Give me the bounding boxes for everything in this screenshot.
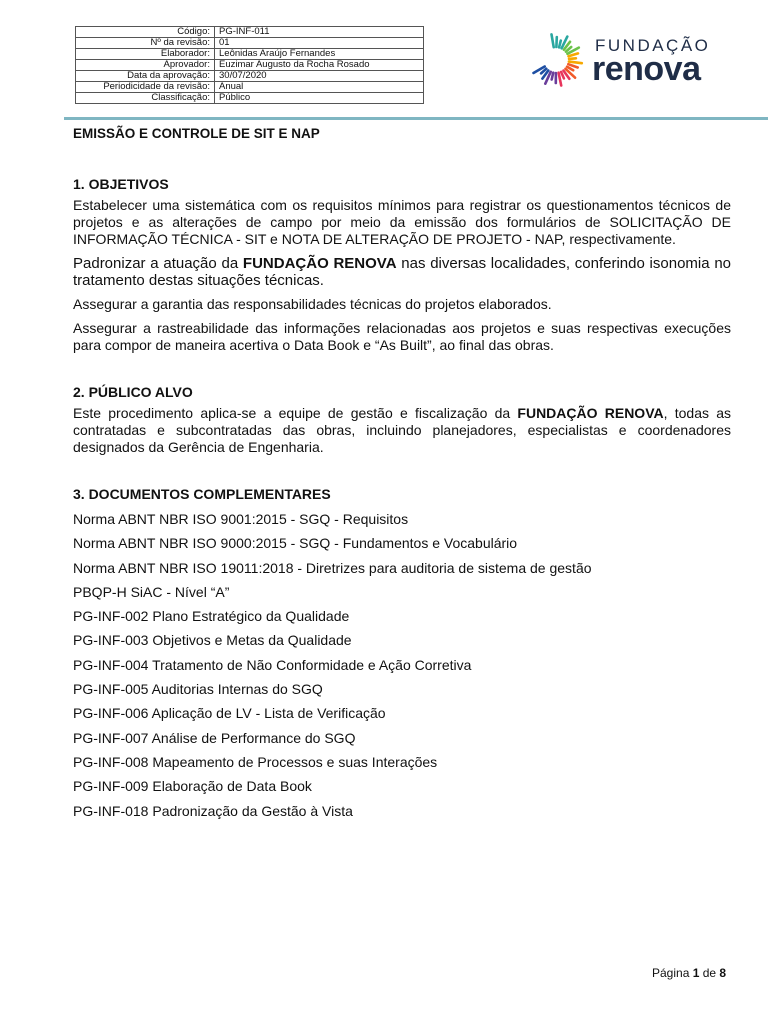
metadata-row — [76, 38, 424, 49]
metadata-value: PG-INF-011 — [215, 27, 424, 38]
paragraph: Padronizar a atuação da FUNDAÇÃO RENOVA nas diversas localidades, conferindo isonomia no tratamento destas situações técnicas. — [73, 255, 731, 289]
metadata-row — [76, 82, 424, 93]
metadata-key: Código: — [76, 27, 215, 38]
metadata-key: Nº da revisão: — [76, 38, 215, 49]
metadata-value: 30/07/2020 — [215, 71, 424, 82]
paragraph: Este procedimento aplica-se a equipe de gestão e fiscalização da FUNDAÇÃO RENOVA, todas as contratadas e subcontratadas das obras, incluindo planejadores, especialistas e coordenadores designados da Gerência de Engenharia. — [73, 405, 732, 455]
logo-text-top: FUNDAÇÃO — [595, 36, 711, 55]
metadata-value: Público — [215, 93, 424, 104]
document-body — [73, 120, 731, 823]
document-metadata-table — [75, 26, 424, 104]
logo-ray — [569, 58, 576, 59]
metadata-row — [76, 71, 424, 82]
logo-text-bottom: renova — [592, 50, 701, 88]
paragraph: Assegurar a rastreabilidade das informações relacionadas aos projetos e suas respectivas execuções para compor de maneira acertiva o Data Book e “As Built”, ao final das obras. — [73, 320, 731, 353]
section-heading-documentos: 3. DOCUMENTOS COMPLEMENTARES — [73, 486, 331, 502]
reference-item: PG-INF-002 Plano Estratégico da Qualidade — [73, 608, 350, 625]
reference-item: PG-INF-008 Mapeamento de Processos e suas Interações — [73, 753, 438, 770]
logo-ray — [552, 73, 554, 80]
logo-ray — [559, 41, 561, 48]
reference-item: PG-INF-005 Auditorias Internas do SGQ — [73, 681, 323, 698]
reference-item: PG-INF-009 Elaboração de Data Book — [73, 778, 312, 795]
section-heading-publico-alvo: 2. PÚBLICO ALVO — [73, 384, 193, 400]
reference-item: PG-INF-004 Tratamento de Não Conformidade e Ação Corretiva — [73, 656, 472, 673]
paragraph: Estabelecer uma sistemática com os requisitos mínimos para registrar os questionamentos técnicos de projetos e as alterações de campo por meio da emissão dos formulários de SOLICITAÇÃO DE INFORMAÇÃO TÉCNICA - SIT e NOTA DE ALTERAÇÃO DE PROJETO - NAP, respectivamente. — [73, 197, 731, 247]
fundacao-renova-logo — [524, 30, 736, 92]
metadata-key: Data da aprovação: — [76, 71, 215, 82]
logo-ray — [552, 34, 554, 47]
metadata-row — [76, 27, 424, 38]
metadata-key: Classificação: — [76, 93, 215, 104]
document-title: EMISSÃO E CONTROLE DE SIT E NAP — [73, 126, 320, 141]
reference-item: PG-INF-007 Análise de Performance do SGQ — [73, 729, 356, 746]
reference-item: Norma ABNT NBR ISO 19011:2018 - Diretrizes para auditoria de sistema de gestão — [73, 559, 592, 576]
paragraph: Assegurar a garantia das responsabilidades técnicas do projetos elaborados. — [73, 296, 552, 312]
metadata-key: Aprovador: — [76, 60, 215, 71]
logo-ray — [561, 72, 564, 79]
logo-mark-icon — [524, 30, 588, 92]
metadata-key: Elaborador: — [76, 49, 215, 60]
metadata-value: 01 — [215, 38, 424, 49]
metadata-key: Periodicidade da revisão: — [76, 82, 215, 93]
reference-list — [73, 507, 731, 823]
reference-item: PBQP-H SiAC - Nível “A” — [73, 583, 230, 600]
metadata-value: Anual — [215, 82, 424, 93]
reference-item: PG-INF-003 Objetivos e Metas da Qualidade — [73, 632, 352, 649]
reference-item: Norma ABNT NBR ISO 9001:2015 - SGQ - Requisitos — [73, 511, 409, 527]
metadata-value: Leônidas Araújo Fernandes — [215, 49, 424, 60]
metadata-row — [76, 49, 424, 60]
logo-ray — [559, 73, 562, 86]
reference-item: PG-INF-006 Aplicação de LV - Lista de Verificação — [73, 705, 386, 722]
reference-item: Norma ABNT NBR ISO 9000:2015 - SGQ - Fundamentos e Vocabulário — [73, 535, 518, 552]
metadata-row — [76, 60, 424, 71]
page-number: Página 1 de 8 — [652, 966, 727, 980]
reference-item: PG-INF-018 Padronização da Gestão à Vista — [73, 802, 353, 819]
logo-ray — [569, 62, 582, 64]
metadata-row — [76, 93, 424, 104]
section-heading-objetivos: 1. OBJETIVOS — [73, 176, 169, 192]
metadata-value: Euzimar Augusto da Rocha Rosado — [215, 60, 424, 71]
